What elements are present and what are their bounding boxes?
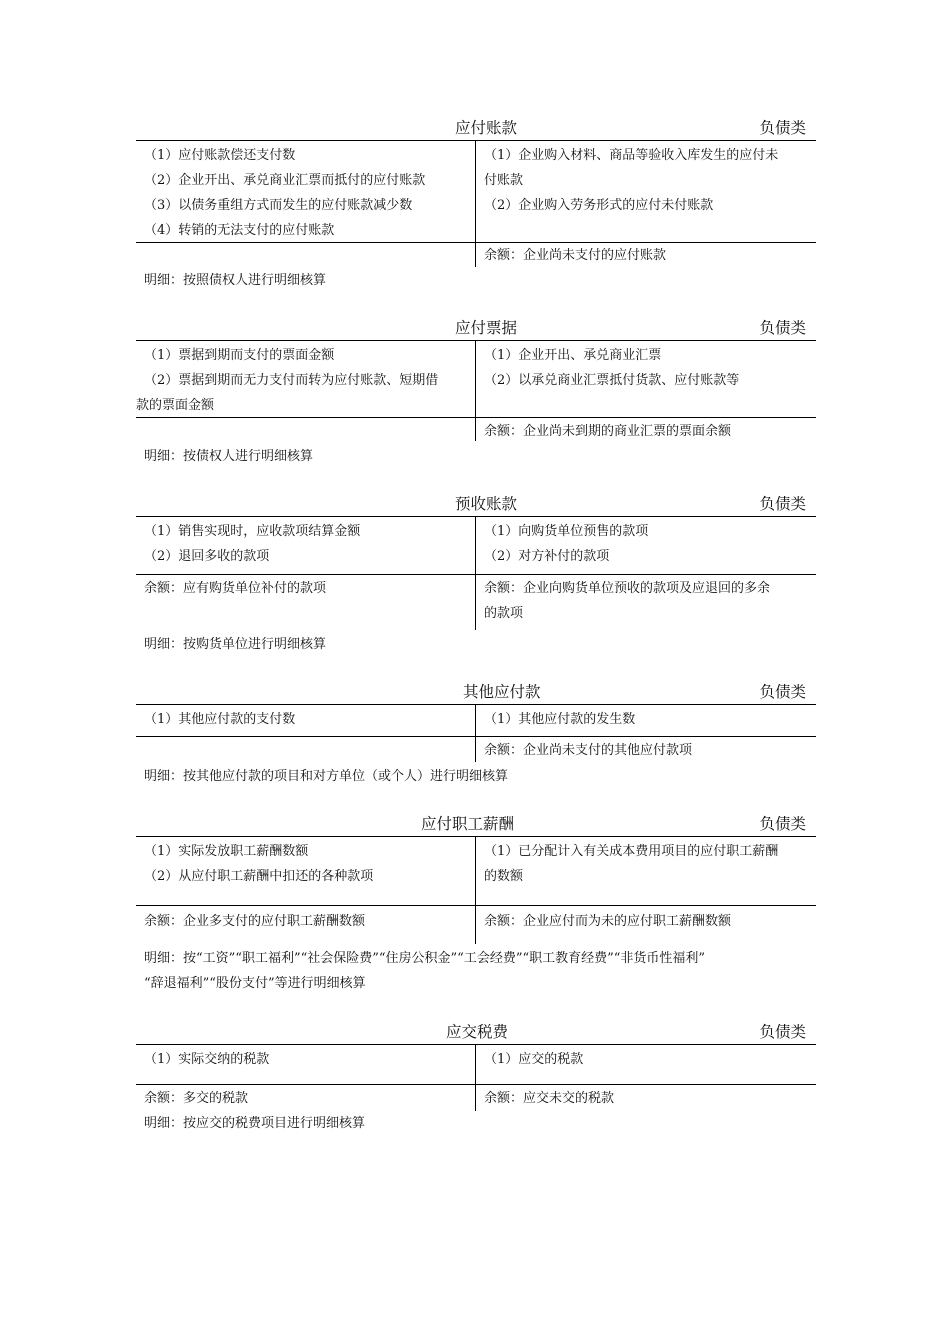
account-t-table [136,318,816,439]
account-title: 应付职工薪酬 [421,815,515,833]
account-t-table [136,814,816,929]
credit-balance [484,738,814,763]
account-t-table [136,118,816,263]
detail-text: 明细：按应交的税费项目进行明细核算 [144,1116,366,1131]
balance-divider [136,905,816,906]
account-title: 应交税费 [446,1023,509,1041]
account-title: 其他应付款 [463,683,541,701]
balance-text: 余额：企业尚未支付的其他应付款项 [484,743,693,758]
account-header [136,318,816,341]
balance-text: 余额：企业尚未到期的商业汇票的票面余额 [484,424,732,439]
credit-column [484,143,814,218]
account-t-table [136,682,816,758]
detail-note [144,632,326,657]
detail-text: 明细：按购货单位进行明细核算 [144,637,327,652]
debit-entry: （4）转销的无法支付的应付账款 [144,223,335,238]
balance-text: 余额：应有购货单位补付的款项 [144,581,327,596]
credit-column [484,839,814,889]
account-category: 负债类 [759,495,806,513]
debit-balance [144,1086,248,1111]
balance-text: 余额：应交未交的税款 [484,1091,615,1106]
t-divider [475,341,476,441]
detail-note [144,1111,365,1136]
t-divider [475,837,476,944]
detail-note [144,764,508,789]
debit-entry: 款的票面金额 [136,398,215,413]
balance-text: 的款项 [484,606,524,621]
detail-note [144,444,313,469]
debit-entry: （3）以债务重组方式而发生的应付账款减少数 [144,198,413,213]
account-title: 应付票据 [455,319,518,337]
detail-text: “辞退福利”“股份支付”等进行明细核算 [144,976,366,991]
detail-text: 明细：按债权人进行明细核算 [144,449,314,464]
debit-column [144,519,360,569]
balance-divider [136,736,816,737]
balance-divider [136,574,816,575]
debit-entry: （2）退回多收的款项 [144,549,270,564]
account-header [136,814,816,837]
detail-note [144,268,326,293]
detail-note [144,946,705,996]
debit-entry: （2）企业开出、承兑商业汇票而抵付的应付账款 [144,173,426,188]
account-category: 负债类 [759,119,806,137]
credit-column [484,519,814,569]
account-title: 应付账款 [455,119,518,137]
balance-text: 余额：多交的税款 [144,1091,249,1106]
credit-column [484,1047,814,1072]
debit-entry: （1）其他应付款的支付数 [144,712,296,727]
account-category: 负债类 [759,683,806,701]
credit-entry: （1）应交的税款 [484,1052,584,1067]
credit-balance [484,243,814,268]
debit-entry: （1）票据到期而支付的票面金额 [144,348,335,363]
credit-balance [484,576,814,626]
balance-text: 余额：企业尚未支付的应付账款 [484,248,667,263]
debit-column [144,1047,269,1072]
account-category: 负债类 [759,319,806,337]
debit-column [144,143,425,243]
credit-column [484,343,814,393]
debit-entry: （1）实际发放职工薪酬数额 [144,844,309,859]
account-category: 负债类 [759,815,806,833]
debit-entry: （2）票据到期而无力支付而转为应付账款、短期借 [144,373,439,388]
account-header [136,1022,816,1045]
t-divider [475,141,476,267]
account-header [136,682,816,705]
credit-entry: 付账款 [484,173,524,188]
account-header [136,118,816,141]
credit-entry: （1）向购货单位预售的款项 [484,524,649,539]
debit-column [144,707,295,732]
credit-balance [484,419,814,444]
credit-entry: （2）以承兑商业汇票抵付货款、应付账款等 [484,373,740,388]
account-header [136,494,816,517]
credit-balance [484,1086,814,1111]
credit-entry: （1）其他应付款的发生数 [484,712,636,727]
t-divider [475,705,476,762]
account-t-table [136,1022,816,1106]
debit-column [144,839,373,889]
credit-entry: （1）已分配计入有关成本费用项目的应付职工薪酬 [484,844,779,859]
debit-entry: （1）实际交纳的税款 [144,1052,270,1067]
debit-entry: （1）应付账款偿还支付数 [144,148,296,163]
balance-text: 余额：企业向购货单位预收的款项及应退回的多余 [484,581,771,596]
balance-text: 余额：企业应付而为未的应付职工薪酬数额 [484,914,732,929]
debit-balance [144,909,365,934]
t-divider [475,1045,476,1111]
credit-column [484,707,814,732]
debit-entry: （2）从应付职工薪酬中扣还的各种款项 [144,869,374,884]
credit-balance [484,909,814,934]
credit-entry: （1）企业购入材料、商品等验收入库发生的应付未 [484,148,779,163]
detail-text: 明细：按照债权人进行明细核算 [144,273,327,288]
balance-divider [136,1084,816,1085]
debit-entry: （1）销售实现时，应收款项结算金额 [144,524,361,539]
detail-text: 明细：按其他应付款的项目和对方单位（或个人）进行明细核算 [144,769,509,784]
balance-text: 余额：企业多支付的应付职工薪酬数额 [144,914,366,929]
credit-entry: （2）企业购入劳务形式的应付未付账款 [484,198,714,213]
account-category: 负债类 [759,1023,806,1041]
credit-entry: （1）企业开出、承兑商业汇票 [484,348,662,363]
account-t-table [136,494,816,621]
debit-balance [144,576,326,601]
credit-entry: 的数额 [484,869,524,884]
detail-text: 明细：按“工资”“职工福利”“社会保险费”“住房公积金”“工会经费”“职工教育经费”“非货币性福利” [144,951,706,966]
debit-column [136,343,439,418]
account-title: 预收账款 [455,495,518,513]
credit-entry: （2）对方补付的款项 [484,549,610,564]
